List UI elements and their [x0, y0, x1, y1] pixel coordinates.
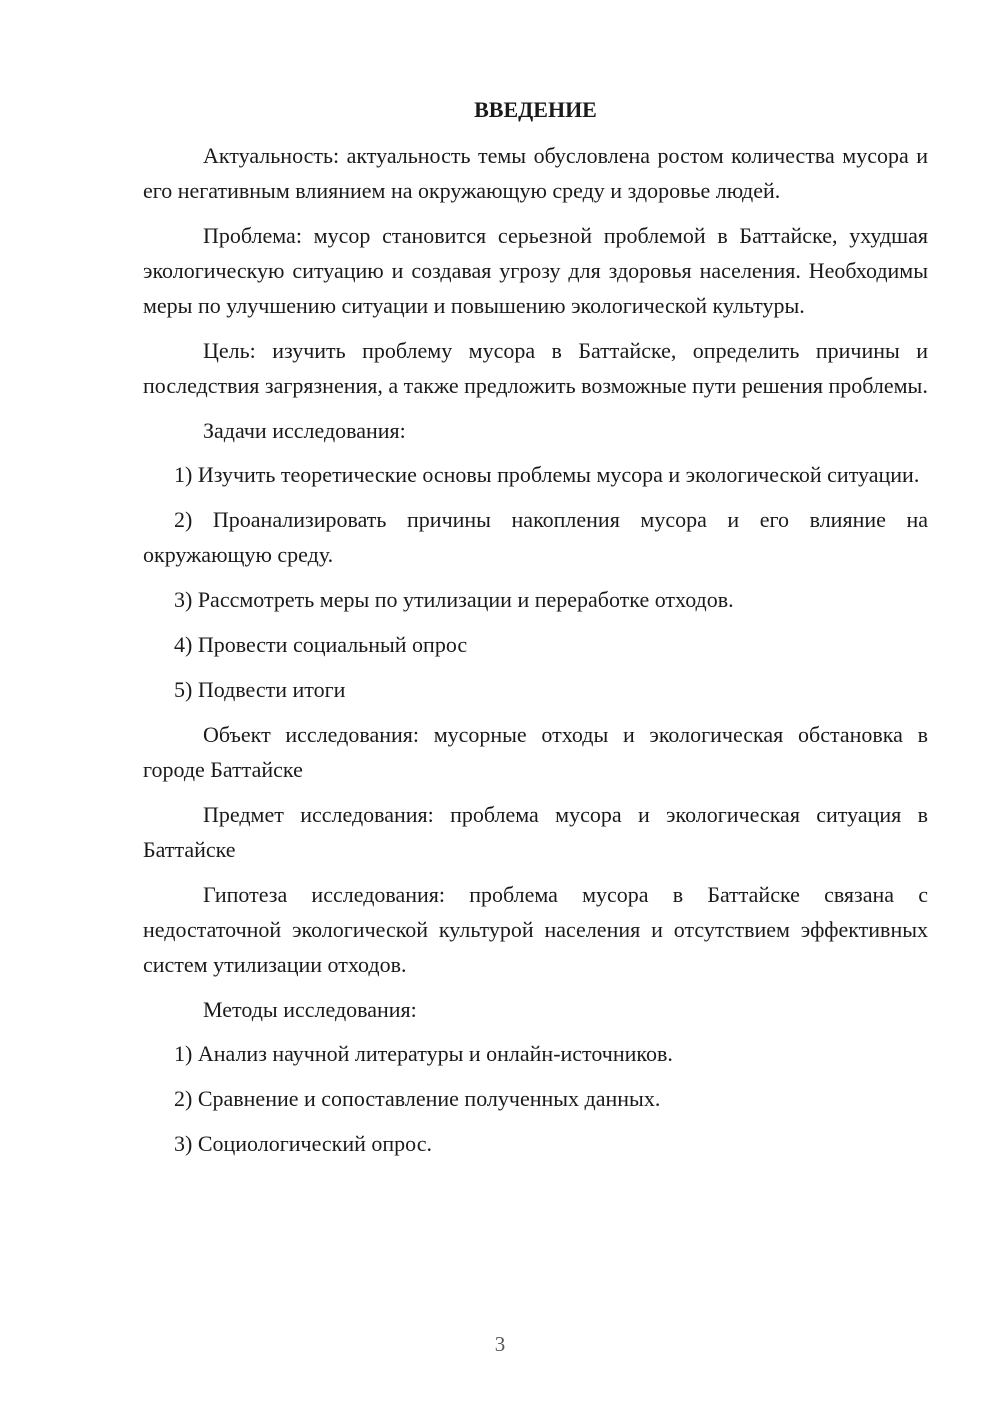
paragraph-object: Объект исследования: мусорные отходы и экологическая обстановка в городе Баттайске [143, 722, 928, 782]
task-item-3: 3) Рассмотреть меры по утилизации и переработке отходов. [174, 587, 734, 612]
section-title: ВВЕДЕНИЕ [474, 97, 597, 122]
method-item-2: 2) Сравнение и сопоставление полученных данных. [174, 1086, 661, 1111]
paragraph-subject: Предмет исследования: проблема мусора и экологическая ситуация в Баттайске [143, 802, 928, 862]
method-item-3: 3) Социологический опрос. [174, 1131, 432, 1156]
paragraph-hypothesis: Гипотеза исследования: проблема мусора в Баттайске связана с недостаточной экологической культурой населения и отсутствием эффективных систем утилизации отходов. [143, 882, 928, 977]
document-page [143, 92, 928, 1171]
tasks-heading: Задачи исследования: [203, 418, 406, 443]
method-item-1: 1) Анализ научной литературы и онлайн-источников. [174, 1041, 673, 1066]
methods-heading: Методы исследования: [203, 997, 417, 1022]
paragraph-goal: Цель: изучить проблему мусора в Баттайске, определить причины и последствия загрязнения, а также предложить возможные пути решения проблемы. [143, 338, 928, 398]
page-number: 3 [494, 1332, 506, 1356]
task-item-5: 5) Подвести итоги [174, 677, 346, 702]
task-item-2: 2) Проанализировать причины накопления мусора и его влияние на окружающую среду. [143, 507, 928, 567]
paragraph-relevance: Актуальность: актуальность темы обусловлена ростом количества мусора и его негативным влиянием на окружающую среду и здоровье людей. [143, 143, 928, 203]
paragraph-problem: Проблема: мусор становится серьезной проблемой в Баттайске, ухудшая экологическую ситуацию и создавая угрозу для здоровья населения. Необходимы меры по улучшению ситуации и повышению экологической культуры. [143, 223, 928, 318]
task-item-1: 1) Изучить теоретические основы проблемы мусора и экологической ситуации. [174, 462, 920, 487]
task-item-4: 4) Провести социальный опрос [174, 632, 468, 657]
